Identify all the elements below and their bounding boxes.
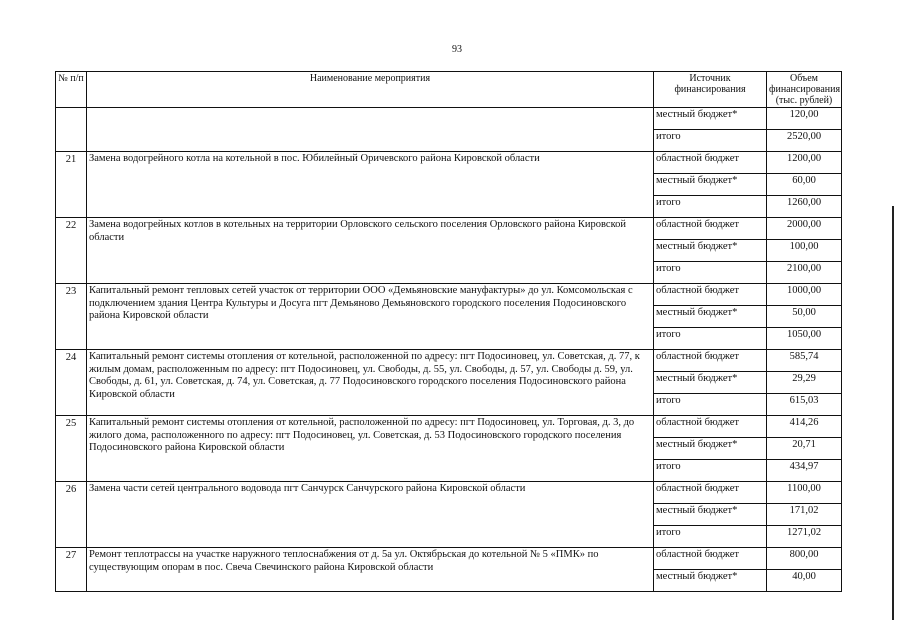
financing-table — [55, 71, 842, 592]
source-cell: областной бюджет — [654, 482, 767, 504]
amount-cell: 1271,02 — [767, 526, 842, 548]
amount-cell: 40,00 — [767, 570, 842, 592]
item-number: 27 — [56, 548, 87, 592]
page-edge-bar — [892, 206, 894, 620]
amount-cell: 1050,00 — [767, 328, 842, 350]
amount-cell: 50,00 — [767, 306, 842, 328]
source-cell: местный бюджет* — [654, 306, 767, 328]
item-number: 22 — [56, 218, 87, 284]
source-cell: итого — [654, 328, 767, 350]
header-num: № п/п — [56, 72, 87, 108]
source-cell: итого — [654, 196, 767, 218]
source-cell: областной бюджет — [654, 350, 767, 372]
source-cell: местный бюджет* — [654, 372, 767, 394]
table-row — [56, 482, 842, 504]
item-name: Ремонт теплотрассы на участке наружного теплоснабжения от д. 5а ул. Октябрьская до котельной № 5 «ПМК» по существующим опорам в пос. Свеча Свечинского района Кировской области — [87, 548, 654, 592]
item-number: 23 — [56, 284, 87, 350]
table-row — [56, 152, 842, 174]
header-amount: Объем финансирования (тыс. рублей) — [767, 72, 842, 108]
table-row — [56, 416, 842, 438]
page-number: 93 — [452, 44, 462, 55]
source-cell: местный бюджет* — [654, 174, 767, 196]
item-name: Замена водогрейных котлов в котельных на территории Орловского сельского поселения Орловского района Кировской области — [87, 218, 654, 284]
amount-cell: 100,00 — [767, 240, 842, 262]
item-name: Капитальный ремонт тепловых сетей участок от территории ООО «Демьяновские мануфактуры» до ул. Комсомольская с подключением здания Центра Культуры и Досуга пгт Демьяново Демьяновского городского поселения Подосиновского района Кировской области — [87, 284, 654, 350]
source-cell: областной бюджет — [654, 218, 767, 240]
table-row — [56, 284, 842, 306]
source-cell: местный бюджет* — [654, 438, 767, 460]
amount-cell: 2100,00 — [767, 262, 842, 284]
item-name: Замена части сетей центрального водовода пгт Санчурск Санчурского района Кировской области — [87, 482, 654, 548]
amount-cell: 2000,00 — [767, 218, 842, 240]
source-cell: местный бюджет* — [654, 570, 767, 592]
source-cell: местный бюджет* — [654, 240, 767, 262]
table-row — [56, 218, 842, 240]
source-cell: итого — [654, 262, 767, 284]
carry-num-cell — [56, 108, 87, 152]
table-row — [56, 548, 842, 570]
table-header-row — [56, 72, 842, 108]
header-name: Наименование мероприятия — [87, 72, 654, 108]
carry-name-cell — [87, 108, 654, 152]
amount-cell: 800,00 — [767, 548, 842, 570]
source-cell: местный бюджет* — [654, 504, 767, 526]
item-name: Замена водогрейного котла на котельной в пос. Юбилейный Оричевского района Кировской области — [87, 152, 654, 218]
table-row — [56, 108, 842, 130]
source-cell: итого — [654, 394, 767, 416]
amount-cell: 60,00 — [767, 174, 842, 196]
item-number: 25 — [56, 416, 87, 482]
source-cell: местный бюджет* — [654, 108, 767, 130]
amount-cell: 2520,00 — [767, 130, 842, 152]
amount-cell: 1260,00 — [767, 196, 842, 218]
source-cell: областной бюджет — [654, 416, 767, 438]
item-number: 21 — [56, 152, 87, 218]
amount-cell: 20,71 — [767, 438, 842, 460]
source-cell: областной бюджет — [654, 284, 767, 306]
amount-cell: 29,29 — [767, 372, 842, 394]
table-row — [56, 350, 842, 372]
item-name: Капитальный ремонт системы отопления от котельной, расположенной по адресу: пгт Подосиновец, ул. Советская, д. 77, к жилым домам, расположенным по адресу: пгт Подосиновец, ул. Свободы, д. 55, ул. Свободы, д. 57, ул. Свободы д. 59, ул. Свободы, д. 61, ул. Советская, д. 74, ул. Советская, д. 77 Подосиновского городского поселения Подосиновского района Кировской области — [87, 350, 654, 416]
header-source: Источник финансирования — [654, 72, 767, 108]
item-number: 26 — [56, 482, 87, 548]
source-cell: областной бюджет — [654, 152, 767, 174]
amount-cell: 1100,00 — [767, 482, 842, 504]
amount-cell: 414,26 — [767, 416, 842, 438]
table-body — [56, 108, 842, 592]
amount-cell: 585,74 — [767, 350, 842, 372]
source-cell: итого — [654, 526, 767, 548]
amount-cell: 1200,00 — [767, 152, 842, 174]
amount-cell: 615,03 — [767, 394, 842, 416]
amount-cell: 120,00 — [767, 108, 842, 130]
item-number: 24 — [56, 350, 87, 416]
financing-table-container — [55, 71, 841, 592]
amount-cell: 171,02 — [767, 504, 842, 526]
source-cell: итого — [654, 130, 767, 152]
source-cell: итого — [654, 460, 767, 482]
item-name: Капитальный ремонт системы отопления от котельной, расположенной по адресу: пгт Подосиновец, ул. Торговая, д. 3, до жилого дома, расположенного по адресу: пгт Подосиновец, ул. Советская, д. 53 Подосиновского городского поселения Подосиновского района Кировской области — [87, 416, 654, 482]
source-cell: областной бюджет — [654, 548, 767, 570]
amount-cell: 1000,00 — [767, 284, 842, 306]
amount-cell: 434,97 — [767, 460, 842, 482]
